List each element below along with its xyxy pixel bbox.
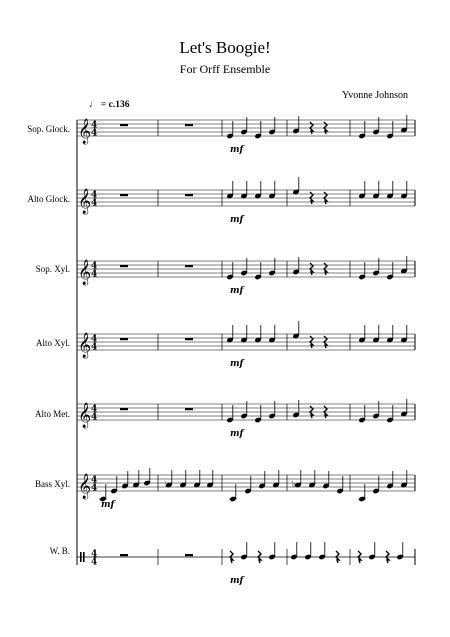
time-signature-bottom: 4 bbox=[91, 128, 98, 139]
whole-rest bbox=[120, 554, 128, 556]
time-signature-bottom: 4 bbox=[91, 557, 98, 568]
treble-clef: 𝄞 bbox=[78, 474, 92, 499]
dynamic-marking: mf bbox=[230, 286, 244, 296]
time-signature-top: 4 bbox=[91, 475, 98, 486]
dynamic-marking: mf bbox=[230, 215, 244, 225]
whole-rest bbox=[120, 194, 128, 196]
time-signature-top: 4 bbox=[91, 404, 98, 415]
time-signature-top: 4 bbox=[91, 549, 98, 560]
treble-clef: 𝄞 bbox=[78, 189, 92, 214]
whole-rest bbox=[185, 124, 193, 126]
whole-rest bbox=[185, 265, 193, 267]
instrument-label-wood-block: W. B. bbox=[49, 546, 70, 556]
whole-rest bbox=[120, 124, 128, 126]
whole-rest bbox=[185, 194, 193, 196]
time-signature-top: 4 bbox=[91, 120, 98, 131]
percussion-clef bbox=[83, 552, 85, 562]
dynamic-marking: mf bbox=[230, 576, 244, 586]
dynamic-marking: mf bbox=[230, 359, 244, 369]
whole-rest bbox=[185, 554, 193, 556]
percussion-clef bbox=[80, 552, 82, 562]
instrument-label-alto-xyl: Alto Xyl. bbox=[35, 338, 70, 348]
dynamic-marking: mf bbox=[101, 500, 115, 510]
dynamic-marking: mf bbox=[230, 429, 244, 439]
staff-system bbox=[77, 115, 415, 586]
whole-rest bbox=[120, 265, 128, 267]
flat-sign: ♭ bbox=[292, 480, 297, 490]
time-signature-top: 4 bbox=[91, 261, 98, 272]
whole-rest bbox=[185, 408, 193, 410]
time-signature-bottom: 4 bbox=[91, 269, 98, 280]
treble-clef: 𝄞 bbox=[78, 119, 92, 144]
treble-clef: 𝄞 bbox=[78, 333, 92, 358]
time-signature-bottom: 4 bbox=[91, 483, 98, 494]
composer-name: Yvonne Johnson bbox=[342, 90, 408, 101]
whole-rest bbox=[185, 338, 193, 340]
whole-rest bbox=[120, 338, 128, 340]
flat-sign: ♭ bbox=[165, 480, 170, 490]
time-signature-top: 4 bbox=[91, 334, 98, 345]
instrument-label-sop-glock: Sop. Glock. bbox=[27, 124, 70, 134]
time-signature-bottom: 4 bbox=[91, 412, 98, 423]
score-title: Let's Boogie! bbox=[179, 38, 271, 57]
instrument-label-bass-xyl: Bass Xyl. bbox=[34, 479, 70, 489]
score-subtitle: For Orff Ensemble bbox=[179, 62, 271, 76]
time-signature-top: 4 bbox=[91, 190, 98, 201]
instrument-label-sop-xyl: Sop. Xyl. bbox=[35, 264, 70, 274]
time-signature-bottom: 4 bbox=[91, 198, 98, 209]
time-signature-bottom: 4 bbox=[91, 342, 98, 353]
instrument-label-alto-met: Alto Met. bbox=[35, 409, 70, 419]
instrument-label-alto-glock: Alto Glock. bbox=[27, 194, 70, 204]
whole-rest bbox=[120, 408, 128, 410]
treble-clef: 𝄞 bbox=[78, 403, 92, 428]
dynamic-marking: mf bbox=[230, 145, 244, 155]
treble-clef: 𝄞 bbox=[78, 260, 92, 285]
tempo-marking: ♩ = c.136 bbox=[89, 100, 130, 110]
